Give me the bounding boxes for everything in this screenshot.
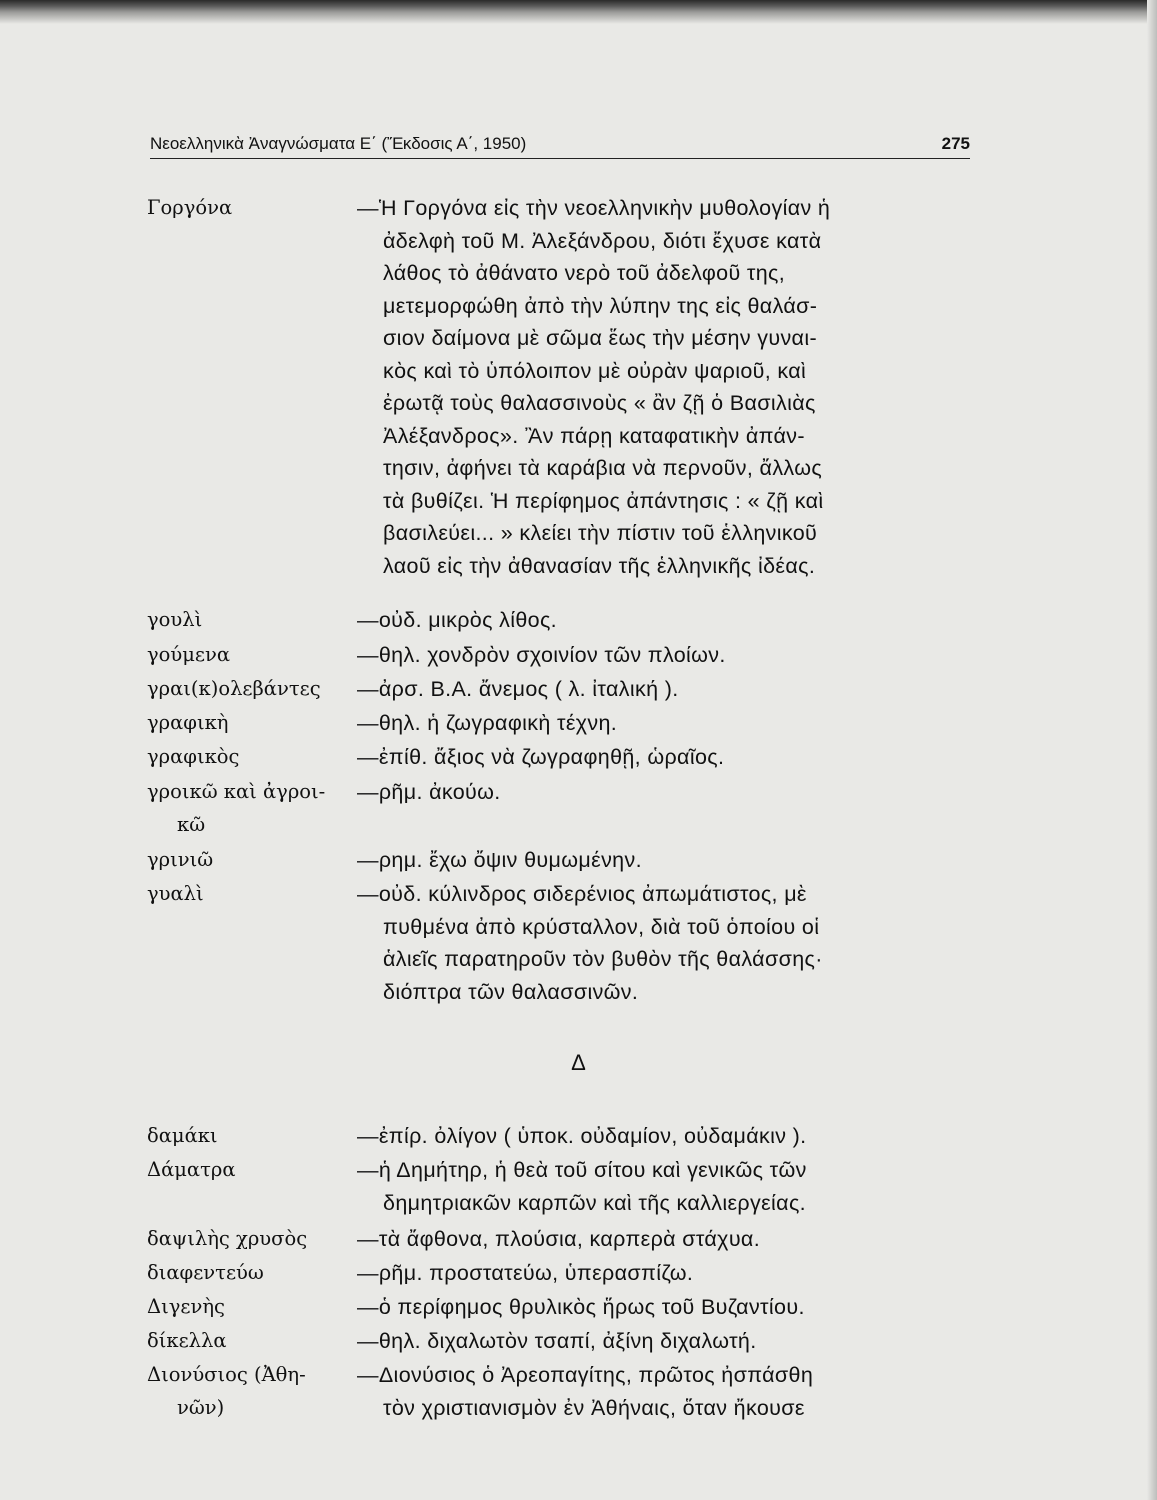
page-scan-top-edge [0, 0, 1157, 24]
entry-term: γυαλὶ [147, 882, 204, 905]
section-letter: Δ [571, 1050, 586, 1075]
entry-definition: —ρῆμ. προστατεύω, ὑπερασπίζω. [357, 1261, 694, 1285]
entry-term: γραι(κ)ολεβάντες [147, 677, 321, 700]
entry-definition: —θηλ. χονδρὸν σχοινίον τῶν πλοίων. [357, 643, 726, 667]
running-title: Νεοελληνικὰ Ἀναγνώσματα Ε΄ (Ἔκδοσις Α΄, 1950) [150, 134, 527, 153]
entry-definition: —ὁ περίφημος θρυλικὸς ἥρως τοῦ Βυζαντίου. [357, 1295, 805, 1319]
entry-term: δαμάκι [147, 1124, 218, 1147]
entry-term: γουλὶ [147, 608, 203, 631]
entry-definition: —οὐδ. κύλινδρος σιδερένιος ἀπωμάτιστος, μὲ πυθμένα ἀπὸ κρύσταλλον, διὰ τοῦ ὁποίου οἱ ἁλιεῖς παρατηροῦν τὸν βυθὸν τῆς θαλάσσης· διόπτρα τῶν θαλασσινῶν. [357, 882, 823, 1004]
entry-definition: —οὐδ. μικρὸς λίθος. [357, 608, 557, 632]
entry-term: γρινιῶ [147, 848, 214, 871]
entry-term: Γοργόνα [147, 196, 233, 219]
entry-term-continuation: κῶ [177, 812, 206, 836]
entry-definition: —Ἡ Γοργόνα εἰς τὴν νεοελληνικὴν μυθολογίαν ἡ ἀδελφὴ τοῦ Μ. Ἀλεξάνδρου, διότι ἔχυσε κατὰ λάθος τὸ ἀθάνατο νερὸ τοῦ ἀδελφοῦ της, μετεμορφώθη ἀπὸ τὴν λύπην της εἰς θαλάσ- σιον δαίμονα μὲ σῶμα ἕως τὴν μέσην γυναι- κὸς καὶ τὸ ὑπόλοιπον μὲ οὐρὰν ψαριοῦ, καὶ ἐρωτᾷ τοὺς θαλασσινοὺς « ἂν ζῇ ὁ Βασιλιὰς Ἀλέξανδρος». Ἂν πάρῃ καταφατικὴν ἀπάν- τησιν, ἀφήνει τὰ καράβια νὰ περνοῦν, ἄλλως τὰ βυθίζει. Ἡ περίφημος ἀπάντησις : « ζῇ καὶ βασιλεύει... » κλείει τὴν πίστιν τοῦ ἑλληνικοῦ λαοῦ εἰς τὴν ἀθανασίαν τῆς ἑλληνικῆς ἰδέας. [357, 196, 831, 578]
entry-term: διαφεντεύω [147, 1261, 264, 1284]
entry-term: δίκελλα [147, 1329, 227, 1352]
entry-term-continuation: νῶν) [177, 1395, 225, 1419]
page-number: 275 [941, 134, 970, 153]
entry-term: Δάματρα [147, 1158, 236, 1181]
entry-definition: —ρημ. ἔχω ὄψιν θυμωμένην. [357, 848, 642, 872]
entry-definition: —ἀρσ. Β.Α. ἄνεμος ( λ. ἰταλική ). [357, 677, 679, 701]
page-scan-right-edge [1147, 0, 1157, 1500]
entry-definition: —ρῆμ. ἀκούω. [357, 780, 501, 804]
entry-term: Διονύσιος (Ἀθη- νῶν) [147, 1359, 357, 1424]
entry-definition: —θηλ. διχαλωτὸν τσαπί, ἀξίνη διχαλωτή. [357, 1329, 757, 1353]
running-header [150, 130, 970, 159]
entry-definition: —Διονύσιος ὁ Ἀρεοπαγίτης, πρῶτος ἠσπάσθη τὸν χριστιανισμὸν ἐν Ἀθήναις, ὅταν ἤκουσε [357, 1363, 814, 1420]
entry-definition: —τὰ ἄφθονα, πλούσια, καρπερὰ στάχυα. [357, 1227, 761, 1251]
entry-definition: —ἐπίρ. ὀλίγον ( ὑποκ. οὐδαμίον, οὐδαμάκιν ). [357, 1124, 807, 1148]
entry-definition: —ἐπίθ. ἄξιος νὰ ζωγραφηθῇ, ὡραῖος. [357, 745, 725, 769]
entry-term: γούμενα [147, 643, 231, 666]
entry-term: δαψιλὴς χρυσὸς [147, 1227, 308, 1250]
entry-term: γραφικὸς [147, 745, 240, 768]
entry-definition: —θηλ. ἡ ζωγραφικὴ τέχνη. [357, 711, 618, 735]
entry-term: γροικῶ καὶ ἀγροι- κῶ [147, 776, 357, 841]
entry-term: Διγενὴς [147, 1295, 225, 1318]
entry-definition: —ἡ Δημήτηρ, ἡ θεὰ τοῦ σίτου καὶ γενικῶς τῶν δημητριακῶν καρπῶν καὶ τῆς καλλιεργείας. [357, 1158, 807, 1215]
entry-term: γραφικὴ [147, 711, 229, 734]
